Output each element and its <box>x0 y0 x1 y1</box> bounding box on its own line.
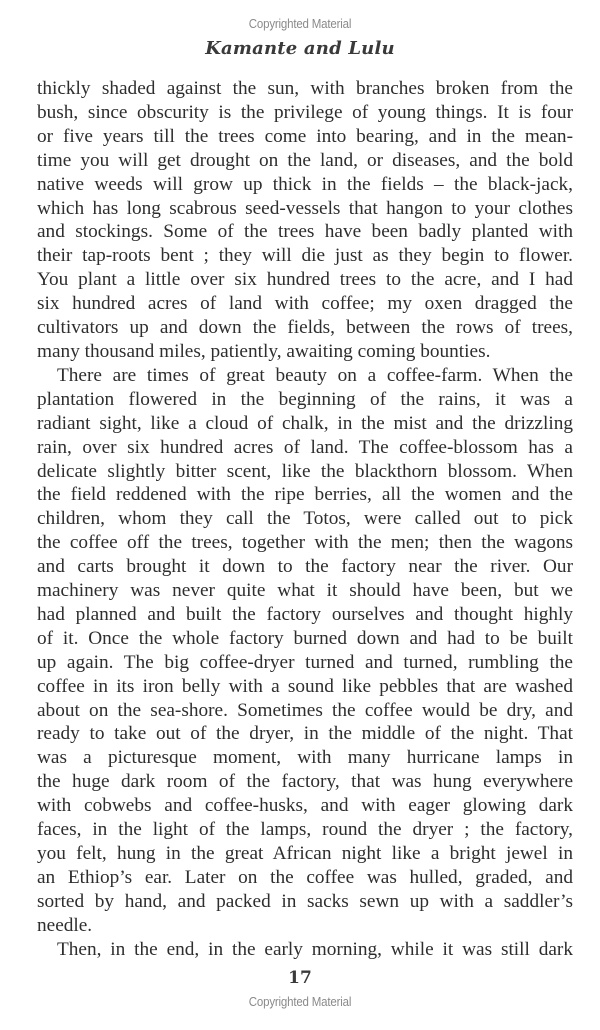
text-line: up again. The big coffee-dryer turned and turned, rumbling the <box>37 651 573 673</box>
running-head-title: Kamante and Lulu <box>205 38 395 59</box>
text-line: cultivators up and down the fields, between the rows of trees, <box>37 317 573 339</box>
text-line: rain, over six hundred acres of land. The coffee-blossom has a <box>37 436 573 458</box>
text-line: many thousand miles, patiently, awaiting coming bounties. <box>37 340 491 362</box>
text-line: an Ethiop’s ear. Later on the coffee was hulled, graded, and <box>37 866 573 888</box>
text-line: There are times of great beauty on a coffee-farm. When the <box>57 364 573 386</box>
text-line: needle. <box>37 914 93 936</box>
copyright-watermark-bottom: Copyrighted Material <box>248 995 352 1009</box>
text-line: and carts brought it down to the factory near the river. Our <box>37 556 573 578</box>
text-line: sorted by hand, and packed in sacks sewn up with a saddler’s <box>37 890 573 912</box>
text-line: the coffee off the trees, together with the men; then the wagons <box>37 532 573 554</box>
text-line: thickly shaded against the sun, with branches broken from the <box>37 78 573 99</box>
paragraph <box>37 938 573 962</box>
text-line: or five years till the trees come into bearing, and in the mean- <box>37 125 573 147</box>
text-line: and stockings. Some of the trees have been badly planted with <box>37 221 573 243</box>
text-line: Then, in the end, in the early morning, while it was still dark <box>57 938 573 960</box>
text-line: machinery was never quite what it should have been, but we <box>37 580 573 602</box>
text-line: which has long scabrous seed-vessels that hangon to your clothes <box>37 197 573 219</box>
body-text <box>37 77 573 962</box>
text-line: plantation flowered in the beginning of the rains, it was a <box>37 388 573 410</box>
text-line: bush, since obscurity is the privilege of young things. It is four <box>37 101 573 123</box>
text-line: ready to take out of the dryer, in the middle of the night. That <box>37 723 573 745</box>
text-line: children, whom they call the Totos, were called out to pick <box>37 508 573 530</box>
paragraph <box>37 77 573 364</box>
text-line: with cobwebs and coffee-husks, and with eager glowing dark <box>37 795 573 817</box>
text-line: coffee in its iron belly with a sound like pebbles that are washed <box>37 675 573 697</box>
text-line: time you will get drought on the land, or diseases, and the bold <box>37 149 573 171</box>
copyright-watermark-top: Copyrighted Material <box>248 17 352 31</box>
text-line: You plant a little over six hundred trees to the acre, and I had <box>37 269 573 291</box>
text-line: of it. Once the whole factory burned down and had to be built <box>37 627 573 649</box>
text-line: their tap-roots bent ; they will die just as they begin to flower. <box>37 245 573 267</box>
text-line: about on the sea-shore. Sometimes the coffee would be dry, and <box>37 699 573 721</box>
text-line: the huge dark room of the factory, that was hung everywhere <box>37 771 573 793</box>
text-line: radiant sight, like a cloud of chalk, in the mist and the drizzling <box>37 412 573 434</box>
text-line: had planned and built the factory ourselves and thought highly <box>37 603 573 625</box>
text-line: delicate slightly bitter scent, like the blackthorn blossom. When <box>37 460 573 482</box>
text-line: six hundred acres of land with coffee; my oxen dragged the <box>37 293 573 315</box>
text-line: faces, in the light of the lamps, round the dryer ; the factory, <box>37 819 573 841</box>
text-line: the field reddened with the ripe berries, all the women and the <box>37 484 573 506</box>
page-number: 17 <box>288 968 312 988</box>
text-line: was a picturesque moment, with many hurricane lamps in <box>37 747 573 769</box>
paragraph <box>37 364 573 938</box>
text-line: you felt, hung in the great African night like a bright jewel in <box>37 843 573 864</box>
text-line: native weeds will grow up thick in the fields – the black-jack, <box>37 173 573 195</box>
